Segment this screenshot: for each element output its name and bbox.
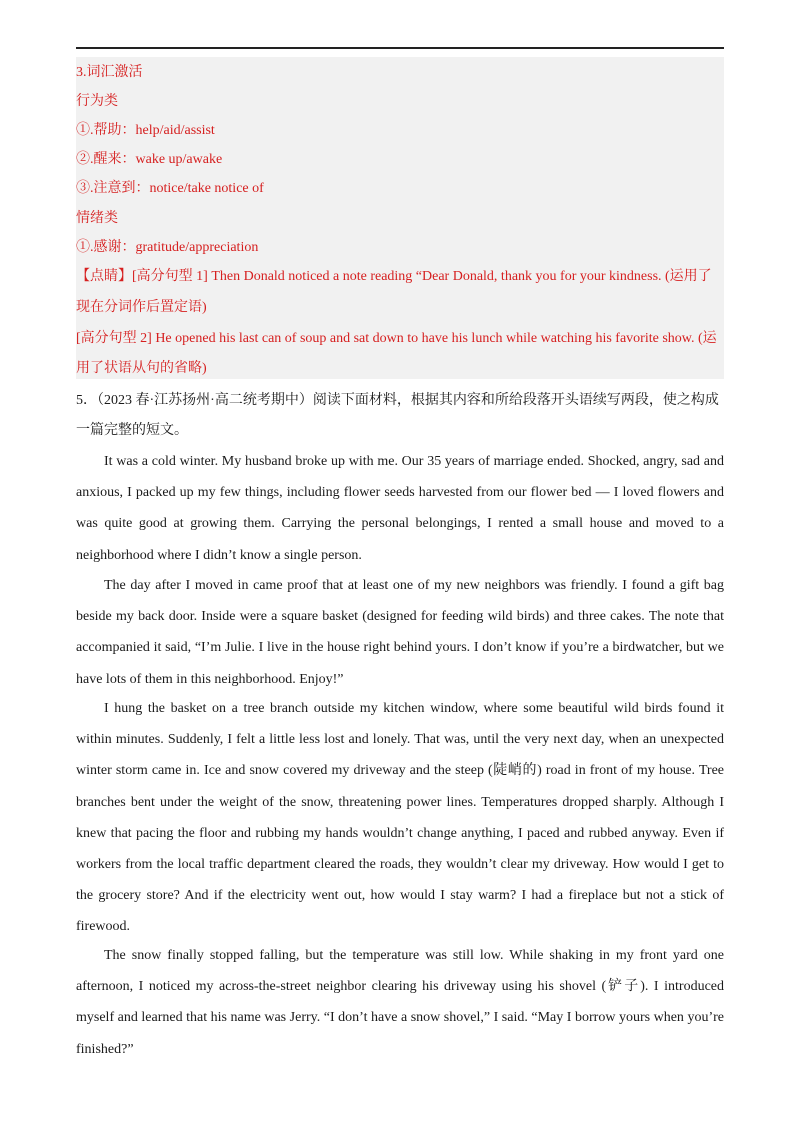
vocab-item-help: ①.帮助：help/aid/assist xyxy=(76,123,215,138)
category-emotion: 情绪类 xyxy=(76,211,118,226)
answer-box xyxy=(76,57,724,379)
vocab-heading: 3.词汇激活 xyxy=(76,65,143,80)
highlight-sentence-1: 【点睛】[高分句型 1] Then Donald noticed a note reading “Dear Donald, thank you for your kindness. (运用了 xyxy=(76,269,712,284)
vocab-item-wake: ②.醒来：wake up/awake xyxy=(76,152,223,167)
top-rule xyxy=(76,47,724,49)
passage-paragraph-4: The snow finally stopped falling, but the temperature was still low. While shaking in my front yard one afternoon, I noticed my across-the-street neighbor clearing his driveway using his shovel (铲子). I introduced myself and learned that his name was Jerry. “I don’t have a snow shovel,” I said. “May I borrow yours when you’re finished?” xyxy=(76,948,724,1057)
passage-paragraph-3: I hung the basket on a tree branch outside my kitchen window, where some beautiful wild birds found it within minutes. Suddenly, I felt a little less lost and lonely. That was, until the very next day, when an unexpected winter storm came in. Ice and snow covered my driveway and the steep (陡峭的) road in front of my house. Tree branches bent under the weight of the snow, threatening power lines. Temperatures dropped sharply. Although I knew that pacing the floor and rubbing my hands wouldn’t change anything, I paced and rubbed anyway. Even if workers from the local traffic department cleared the roads, they wouldn’t clear my driveway. How would I get to the grocery store? And if the electricity went out, how would I stay warm? I had a fireplace but not a stick of firewood. xyxy=(76,701,724,935)
highlight-sentence-1-note: 现在分词作后置定语) xyxy=(76,300,207,315)
highlight-sentence-2: [高分句型 2] He opened his last can of soup and sat down to have his lunch while watching his favorite show. (运 xyxy=(76,331,717,346)
passage-paragraph-1: It was a cold winter. My husband broke up with me. Our 35 years of marriage ended. Shocked, angry, sad and anxious, I packed up my few things, including flower seeds harvested from our flower bed — I loved flowers and was quite good at growing them. Carrying the personal belongings, I rented a small house and moved to a neighborhood where I didn’t know a single person. xyxy=(76,454,724,563)
category-behavior: 行为类 xyxy=(76,94,118,109)
question-prompt: 5．（2023 春·江苏扬州·高二统考期中）阅读下面材料，根据其内容和所给段落开头语续写两段，使之构成一篇完整的短文。 xyxy=(76,393,719,438)
vocab-item-notice: ③.注意到：notice/take notice of xyxy=(76,181,264,196)
vocab-item-gratitude: ①.感谢：gratitude/appreciation xyxy=(76,240,259,255)
highlight-sentence-2-note: 用了状语从句的省略) xyxy=(76,361,207,376)
passage-paragraph-2: The day after I moved in came proof that at least one of my new neighbors was friendly. I found a gift bag beside my back door. Inside were a square basket (designed for feeding wild birds) and three cakes. The note that accompanied it said, “I’m Julie. I live in the house right behind yours. I don’t know if you’re a birdwatcher, but we have lots of them in this neighborhood. Enjoy!” xyxy=(76,578,724,687)
